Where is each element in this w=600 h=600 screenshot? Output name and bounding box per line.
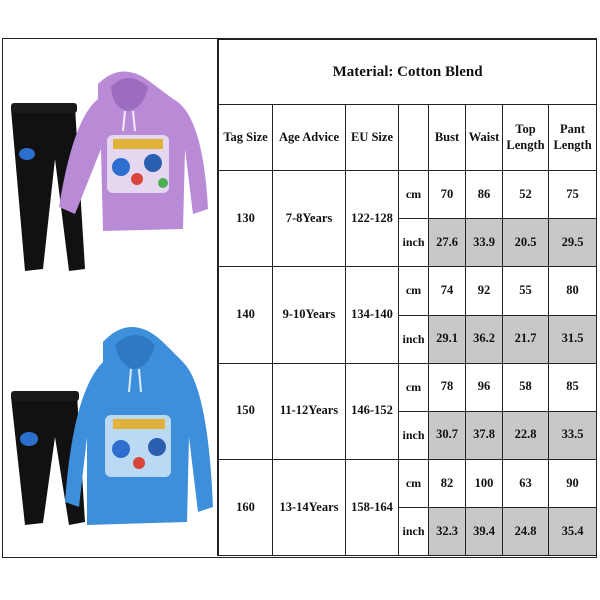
top-cell: 58 — [503, 363, 549, 411]
pant-cell: 90 — [549, 459, 597, 507]
header-age-advice: Age Advice — [273, 105, 346, 171]
pant-cell: 33.5 — [549, 411, 597, 459]
unit-cell: cm — [399, 171, 429, 219]
header-bust: Bust — [429, 105, 466, 171]
header-pant-length: Pant Length — [549, 105, 597, 171]
material-title: Material: Cotton Blend — [219, 40, 597, 105]
top-cell: 21.7 — [503, 315, 549, 363]
tag-size-cell: 160 — [219, 459, 273, 555]
header-row — [219, 105, 597, 171]
header-top-length: Top Length — [503, 105, 549, 171]
pant-cell: 31.5 — [549, 315, 597, 363]
bust-cell: 32.3 — [429, 507, 466, 555]
header-unit — [399, 105, 429, 171]
waist-cell: 33.9 — [466, 219, 503, 267]
top-cell: 20.5 — [503, 219, 549, 267]
purple-hoodie-set-icon — [3, 39, 216, 297]
waist-cell: 37.8 — [466, 411, 503, 459]
unit-cell: cm — [399, 459, 429, 507]
top-cell: 52 — [503, 171, 549, 219]
pant-cell: 85 — [549, 363, 597, 411]
waist-cell: 86 — [466, 171, 503, 219]
header-waist: Waist — [466, 105, 503, 171]
header-tag-size: Tag Size — [219, 105, 273, 171]
age-advice-cell: 9-10Years — [273, 267, 346, 363]
age-advice-cell: 13-14Years — [273, 459, 346, 555]
size-row-cm — [219, 459, 597, 507]
product-photos — [3, 39, 218, 556]
pant-cell: 75 — [549, 171, 597, 219]
unit-cell: inch — [399, 411, 429, 459]
tag-size-cell: 140 — [219, 267, 273, 363]
size-row-cm — [219, 171, 597, 219]
eu-size-cell: 146-152 — [346, 363, 399, 459]
size-row-cm — [219, 267, 597, 315]
blue-hoodie-set-icon — [3, 297, 216, 555]
size-table — [218, 39, 597, 556]
top-cell: 22.8 — [503, 411, 549, 459]
bust-cell: 74 — [429, 267, 466, 315]
top-cell: 63 — [503, 459, 549, 507]
unit-cell: inch — [399, 219, 429, 267]
top-cell: 55 — [503, 267, 549, 315]
bust-cell: 82 — [429, 459, 466, 507]
age-advice-cell: 7-8Years — [273, 171, 346, 267]
tag-size-cell: 150 — [219, 363, 273, 459]
tag-size-cell: 130 — [219, 171, 273, 267]
waist-cell: 100 — [466, 459, 503, 507]
eu-size-cell: 134-140 — [346, 267, 399, 363]
pant-cell: 35.4 — [549, 507, 597, 555]
eu-size-cell: 158-164 — [346, 459, 399, 555]
header-eu-size: EU Size — [346, 105, 399, 171]
age-advice-cell: 11-12Years — [273, 363, 346, 459]
bust-cell: 29.1 — [429, 315, 466, 363]
unit-cell: inch — [399, 315, 429, 363]
waist-cell: 36.2 — [466, 315, 503, 363]
size-row-cm — [219, 363, 597, 411]
unit-cell: cm — [399, 267, 429, 315]
bust-cell: 70 — [429, 171, 466, 219]
unit-cell: inch — [399, 507, 429, 555]
pant-cell: 29.5 — [549, 219, 597, 267]
bust-cell: 27.6 — [429, 219, 466, 267]
waist-cell: 96 — [466, 363, 503, 411]
bust-cell: 78 — [429, 363, 466, 411]
size-chart-frame — [2, 38, 597, 558]
bust-cell: 30.7 — [429, 411, 466, 459]
eu-size-cell: 122-128 — [346, 171, 399, 267]
waist-cell: 39.4 — [466, 507, 503, 555]
top-cell: 24.8 — [503, 507, 549, 555]
pant-cell: 80 — [549, 267, 597, 315]
waist-cell: 92 — [466, 267, 503, 315]
unit-cell: cm — [399, 363, 429, 411]
